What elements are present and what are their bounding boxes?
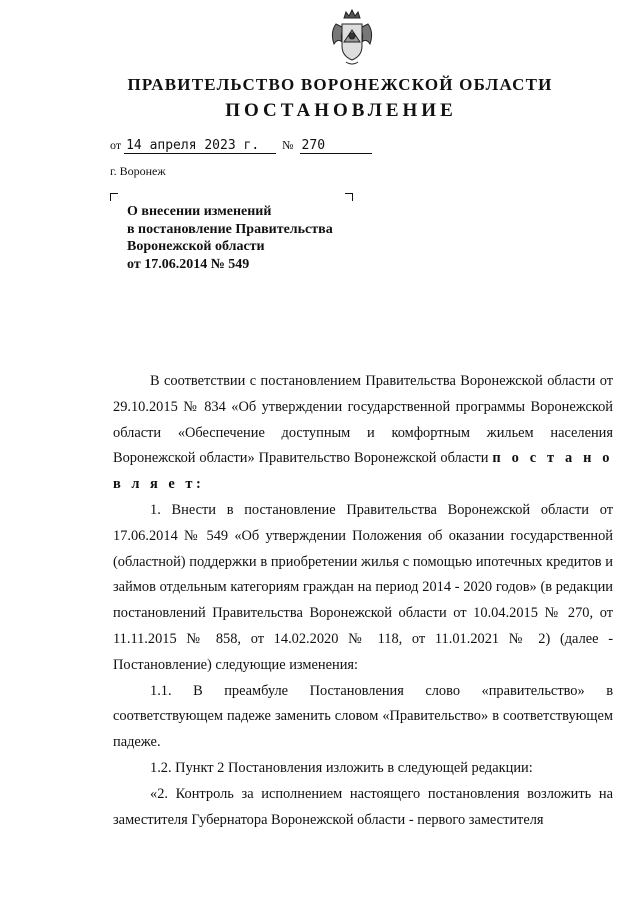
date-prefix: от xyxy=(110,138,122,152)
subject-line: О внесении изменений xyxy=(127,204,272,219)
date-number-line xyxy=(110,138,372,154)
coat-of-arms-emblem xyxy=(326,8,378,68)
paragraph-1-1: 1.1. В преамбуле Постановления слово «правительство» в соответствующем падеже заменить словом «Правительство» в соответствующем падеже. xyxy=(113,682,613,751)
decree-word: п о с т а н о в л я е т xyxy=(113,450,613,493)
subject-line: Воронежской области xyxy=(127,239,265,254)
preamble-paragraph xyxy=(113,369,613,498)
subject-bracket-left xyxy=(110,193,118,201)
government-title: ПРАВИТЕЛЬСТВО ВОРОНЕЖСКОЙ ОБЛАСТИ xyxy=(127,75,553,94)
paragraph-1-2-quote: «2. Контроль за исполнением настоящего постановления возложить на заместителя Губернатора Воронежской области - первого заместителя xyxy=(113,785,613,828)
paragraph-1: 1. Внести в постановление Правительства Воронежской области от 17.06.2014 № 549 «Об утверждении Положения об оказании государственной (областной) поддержки в приобретении жилья с помощью ипотечных кредитов и займов отдельным категориям граждан на период 2014 - 2020 годов» (в редакции постановлений Правительства Воронежской области от 10.04.2015 № 270, от 11.11.2015 № 858, от 14.02.2020 № 118, от 11.01.2021 № 2) (далее - Постановление) следующие изменения: xyxy=(113,501,613,673)
document-body xyxy=(113,369,613,833)
decree-colon: : xyxy=(195,476,201,493)
number-label: № xyxy=(282,138,294,152)
subject-line: в постановление Правительства xyxy=(127,221,333,237)
paragraph-1-2: 1.2. Пункт 2 Постановления изложить в следующей редакции: xyxy=(150,759,533,776)
preamble-text: В соответствии с постановлением Правительства Воронежской области от 29.10.2015 № 834 «Об утверждении государственной программы Воронежской области «Обеспечение доступным и комфортным жильем населения Воронежской области» Правительство Воронежской области xyxy=(113,373,613,467)
city-label: г. Воронеж xyxy=(110,164,166,178)
document-type-title: ПОСТАНОВЛЕНИЕ xyxy=(225,100,457,121)
date-value: 14 апреля 2023 г. xyxy=(124,139,276,154)
number-value: 270 xyxy=(300,139,372,154)
subject-bracket-right xyxy=(345,193,353,201)
subject-line: от 17.06.2014 № 549 xyxy=(127,256,250,272)
document-subject xyxy=(127,203,367,273)
